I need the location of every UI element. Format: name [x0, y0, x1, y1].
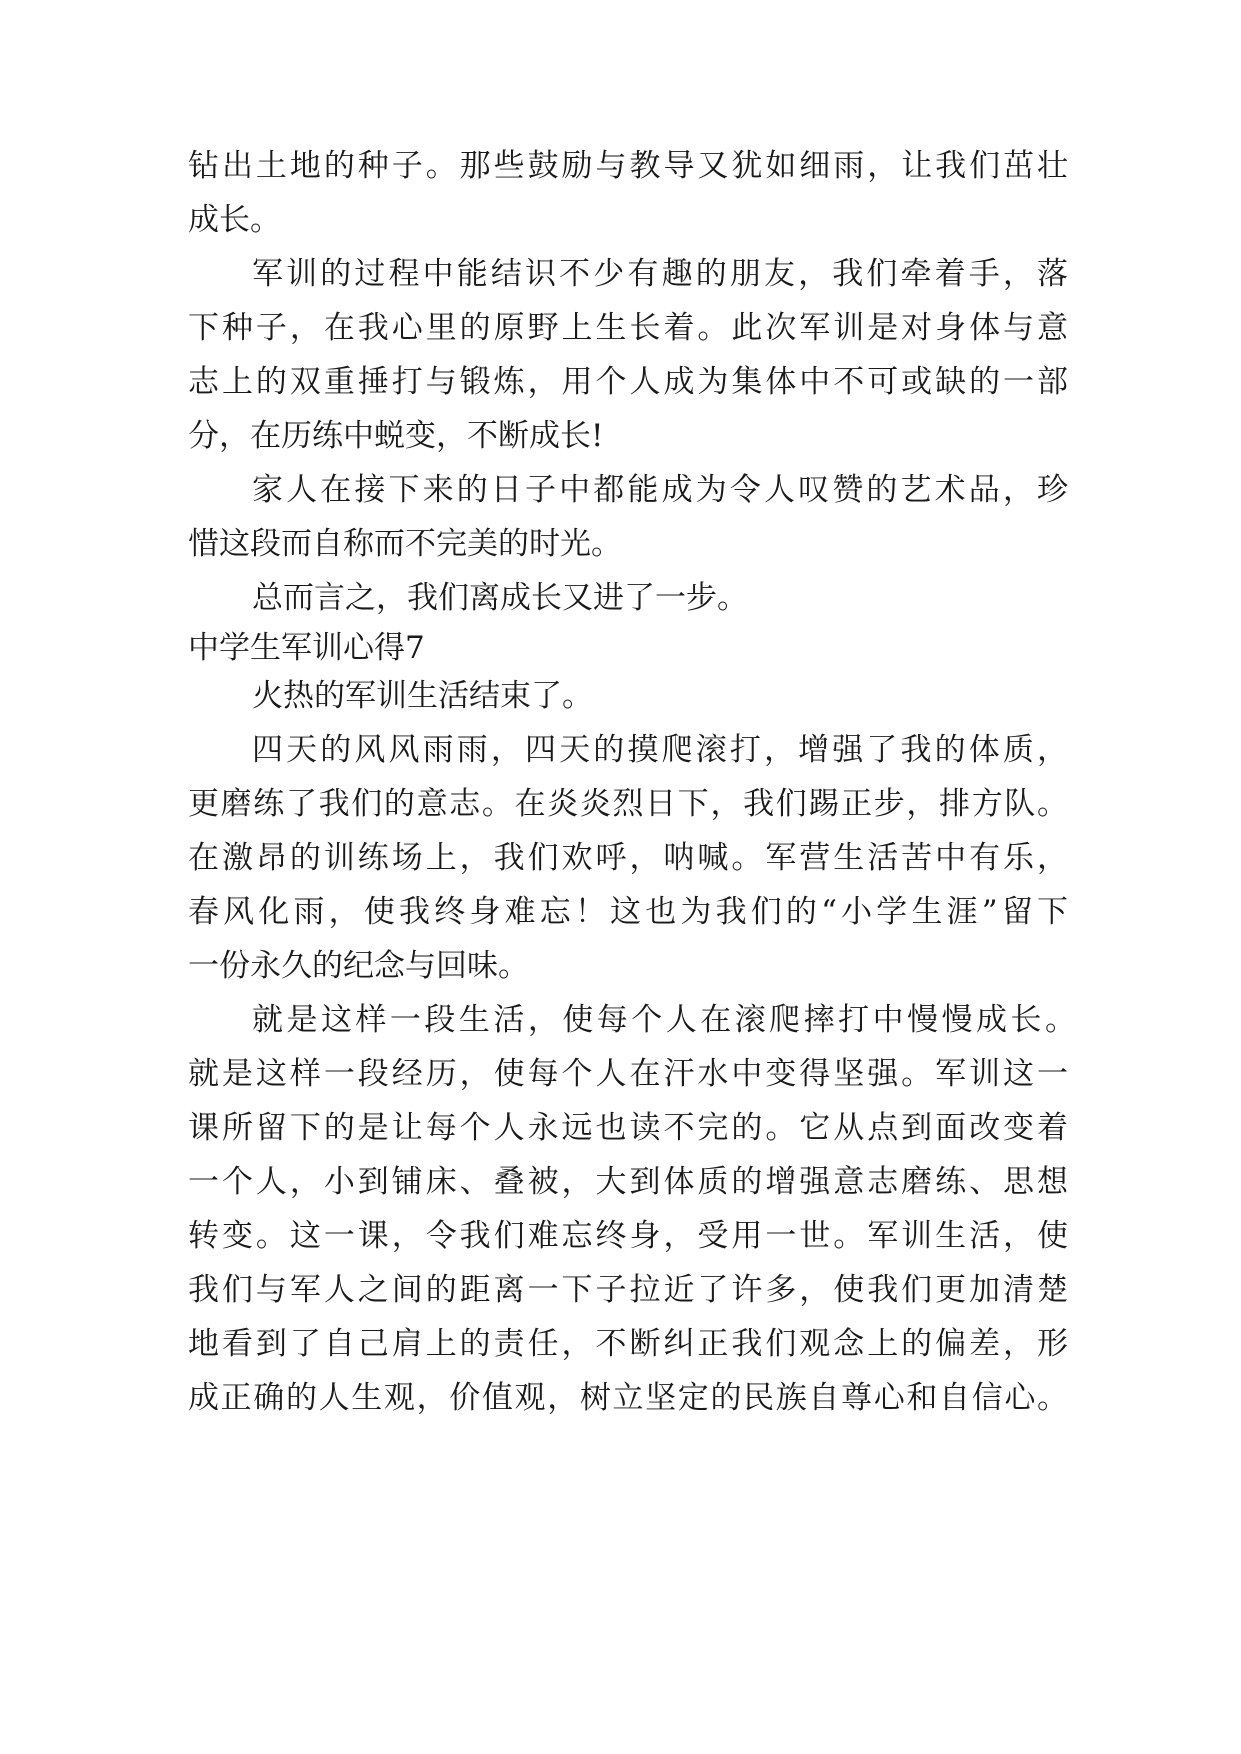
text-line: 钻出土地的种子。那些鼓励与教导又犹如细雨，让我们茁壮 [188, 148, 1068, 184]
text-line: 在激昂的训练场上，我们欢呼，呐喊。军营生活苦中有乐， [188, 840, 1068, 876]
text-line: 一个人，小到铺床、叠被，大到体质的增强意志磨练、思想 [188, 1164, 1068, 1200]
text-line: 下种子，在我心里的原野上生长着。此次军训是对身体与意 [188, 310, 1068, 346]
text-line: 成长。 [188, 202, 281, 238]
text-line: 春风化雨，使我终身难忘！这也为我们的“小学生涯”留下 [188, 894, 1068, 930]
paragraph-first-line: 就是这样一段生活，使每个人在滚爬摔打中慢慢成长。 [252, 1002, 1076, 1038]
text-line: 一份永久的纪念与回味。 [188, 948, 529, 984]
text-line: 转变。这一课，令我们难忘终身，受用一世。军训生活，使 [188, 1218, 1068, 1254]
text-line: 成正确的人生观，价值观，树立坚定的民族自尊心和自信心。 [188, 1380, 1068, 1416]
paragraph-first-line: 总而言之，我们离成长又进了一步。 [252, 580, 748, 616]
text-line: 我们与军人之间的距离一下子拉近了许多，使我们更加清楚 [188, 1272, 1068, 1308]
text-line: 地看到了自己肩上的责任，不断纠正我们观念上的偏差，形 [188, 1326, 1068, 1362]
text-line: 惜这段而自称而不完美的时光。 [188, 526, 622, 562]
paragraph-first-line: 火热的军训生活结束了。 [252, 678, 593, 714]
paragraph-first-line: 四天的风风雨雨，四天的摸爬滚打，增强了我的体质， [252, 732, 1068, 768]
paragraph-first-line: 家人在接下来的日子中都能成为令人叹赞的艺术品，珍 [252, 472, 1068, 508]
section-heading: 中学生军训心得7 [188, 630, 425, 666]
paragraph-first-line: 军训的过程中能结识不少有趣的朋友，我们牵着手，落 [252, 256, 1068, 292]
text-line: 分，在历练中蜕变，不断成长! [188, 418, 604, 454]
text-line: 志上的双重捶打与锻炼，用个人成为集体中不可或缺的一部 [188, 364, 1068, 400]
text-line: 课所留下的是让每个人永远也读不完的。它从点到面改变着 [188, 1110, 1068, 1146]
text-line: 就是这样一段经历，使每个人在汗水中变得坚强。军训这一 [188, 1056, 1068, 1092]
text-line: 更磨练了我们的意志。在炎炎烈日下，我们踢正步，排方队。 [188, 786, 1068, 822]
